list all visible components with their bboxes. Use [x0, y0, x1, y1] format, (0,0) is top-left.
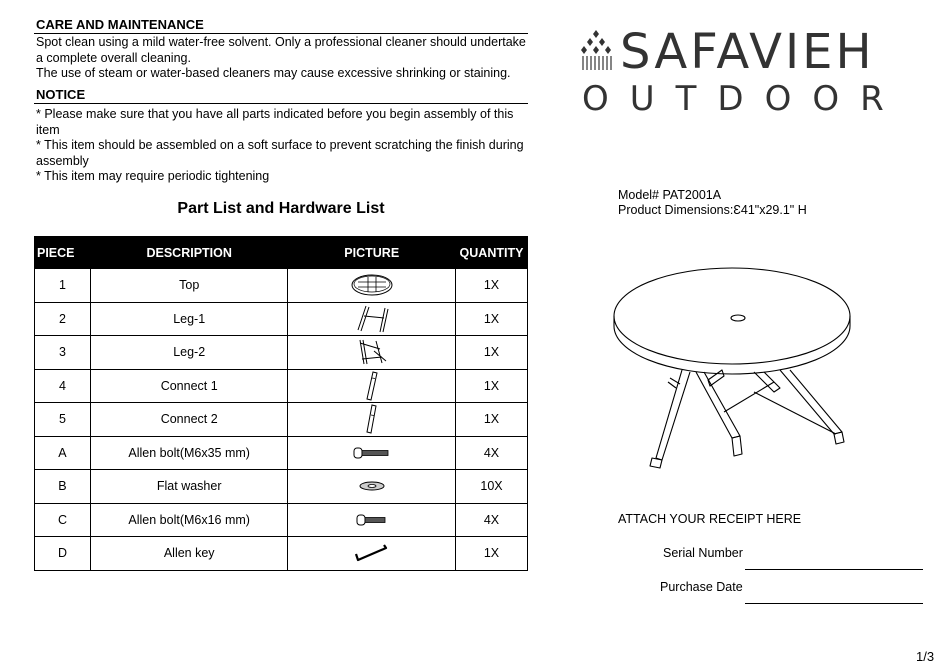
leg-1-icon	[352, 304, 392, 334]
notice-heading: NOTICE	[36, 87, 86, 102]
table-row	[35, 369, 528, 403]
quantity-cell: 1X	[456, 302, 528, 336]
care-rule	[34, 33, 528, 34]
care-text	[36, 35, 536, 82]
page-number: 1/3	[916, 649, 935, 664]
notice-line: * This item may require periodic tightening	[36, 169, 270, 183]
picture-cell	[288, 269, 456, 303]
picture-cell	[288, 369, 456, 403]
table-row	[35, 436, 528, 470]
piece-cell: D	[35, 537, 91, 571]
description-cell: Top	[90, 269, 288, 303]
description-cell: Allen key	[90, 537, 288, 571]
table-header-row	[35, 237, 528, 269]
care-line: The use of steam or water-based cleaners may cause excessive shrinking or staining.	[36, 66, 511, 80]
quantity-cell: 4X	[456, 503, 528, 537]
header-description: DESCRIPTION	[90, 237, 288, 269]
piece-cell: B	[35, 470, 91, 504]
notice-rule	[34, 103, 528, 104]
purchase-date-label: Purchase Date	[660, 580, 743, 594]
quantity-cell: 1X	[456, 269, 528, 303]
piece-cell: 1	[35, 269, 91, 303]
receipt-heading: ATTACH YOUR RECEIPT HERE	[618, 512, 802, 526]
quantity-cell: 1X	[456, 369, 528, 403]
description-cell: Allen bolt(M6x16 mm)	[90, 503, 288, 537]
table-row	[35, 403, 528, 437]
header-picture: PICTURE	[288, 237, 456, 269]
notice-line: item	[36, 122, 60, 137]
notice-line: assembly	[36, 153, 89, 168]
table-row	[35, 503, 528, 537]
serial-number-line	[745, 569, 923, 570]
care-heading: CARE AND MAINTENANCE	[36, 17, 204, 32]
piece-cell: 4	[35, 369, 91, 403]
table-row	[35, 470, 528, 504]
header-quantity: QUANTITY	[456, 237, 528, 269]
quantity-cell: 1X	[456, 537, 528, 571]
picture-cell	[288, 537, 456, 571]
model-number: Model# PAT2001A	[618, 188, 722, 202]
table-row	[35, 302, 528, 336]
piece-cell: C	[35, 503, 91, 537]
care-line: Spot clean using a mild water-free solvent. Only a professional cleaner should undertake	[36, 35, 526, 49]
quantity-cell: 1X	[456, 336, 528, 370]
picture-cell	[288, 403, 456, 437]
allen-key-icon	[352, 542, 392, 564]
piece-cell: 3	[35, 336, 91, 370]
connect-2-icon	[360, 403, 384, 435]
header-piece: PIECE	[35, 237, 91, 269]
notice-text	[36, 107, 536, 185]
connect-1-icon	[360, 370, 384, 402]
piece-cell: A	[35, 436, 91, 470]
notice-line: * This item should be assembled on a soft surface to prevent scratching the finish during	[36, 138, 524, 152]
care-line: a complete overall cleaning.	[36, 50, 191, 65]
table-top-icon	[350, 273, 394, 297]
logo-sub: OUTDOOR	[582, 79, 905, 119]
description-cell: Connect 2	[90, 403, 288, 437]
table-row	[35, 269, 528, 303]
description-cell: Leg-1	[90, 302, 288, 336]
notice-line: * Please make sure that you have all parts indicated before you begin assembly of this	[36, 107, 514, 121]
description-cell: Flat washer	[90, 470, 288, 504]
logo-emblem-icon	[580, 30, 618, 72]
serial-number-label: Serial Number	[663, 546, 743, 560]
table-row	[35, 537, 528, 571]
leg-2-icon	[352, 337, 392, 367]
folding-table-illustration	[604, 262, 856, 488]
piece-cell: 2	[35, 302, 91, 336]
picture-cell	[288, 503, 456, 537]
purchase-date-line	[745, 603, 923, 604]
description-cell: Connect 1	[90, 369, 288, 403]
quantity-cell: 1X	[456, 403, 528, 437]
quantity-cell: 10X	[456, 470, 528, 504]
picture-cell	[288, 436, 456, 470]
safavieh-logo	[578, 24, 908, 124]
picture-cell	[288, 302, 456, 336]
product-dimensions: Product Dimensions:Ɛ41"x29.1" H	[618, 203, 807, 217]
description-cell: Leg-2	[90, 336, 288, 370]
picture-cell	[288, 470, 456, 504]
picture-cell	[288, 336, 456, 370]
parts-table	[34, 236, 528, 571]
washer-icon	[357, 480, 387, 492]
long-bolt-icon	[352, 446, 392, 460]
description-cell: Allen bolt(M6x35 mm)	[90, 436, 288, 470]
table-row	[35, 336, 528, 370]
piece-cell: 5	[35, 403, 91, 437]
parts-title: Part List and Hardware List	[177, 200, 385, 217]
quantity-cell: 4X	[456, 436, 528, 470]
short-bolt-icon	[355, 513, 389, 527]
logo-brand: SAFAVIEH	[620, 24, 875, 80]
